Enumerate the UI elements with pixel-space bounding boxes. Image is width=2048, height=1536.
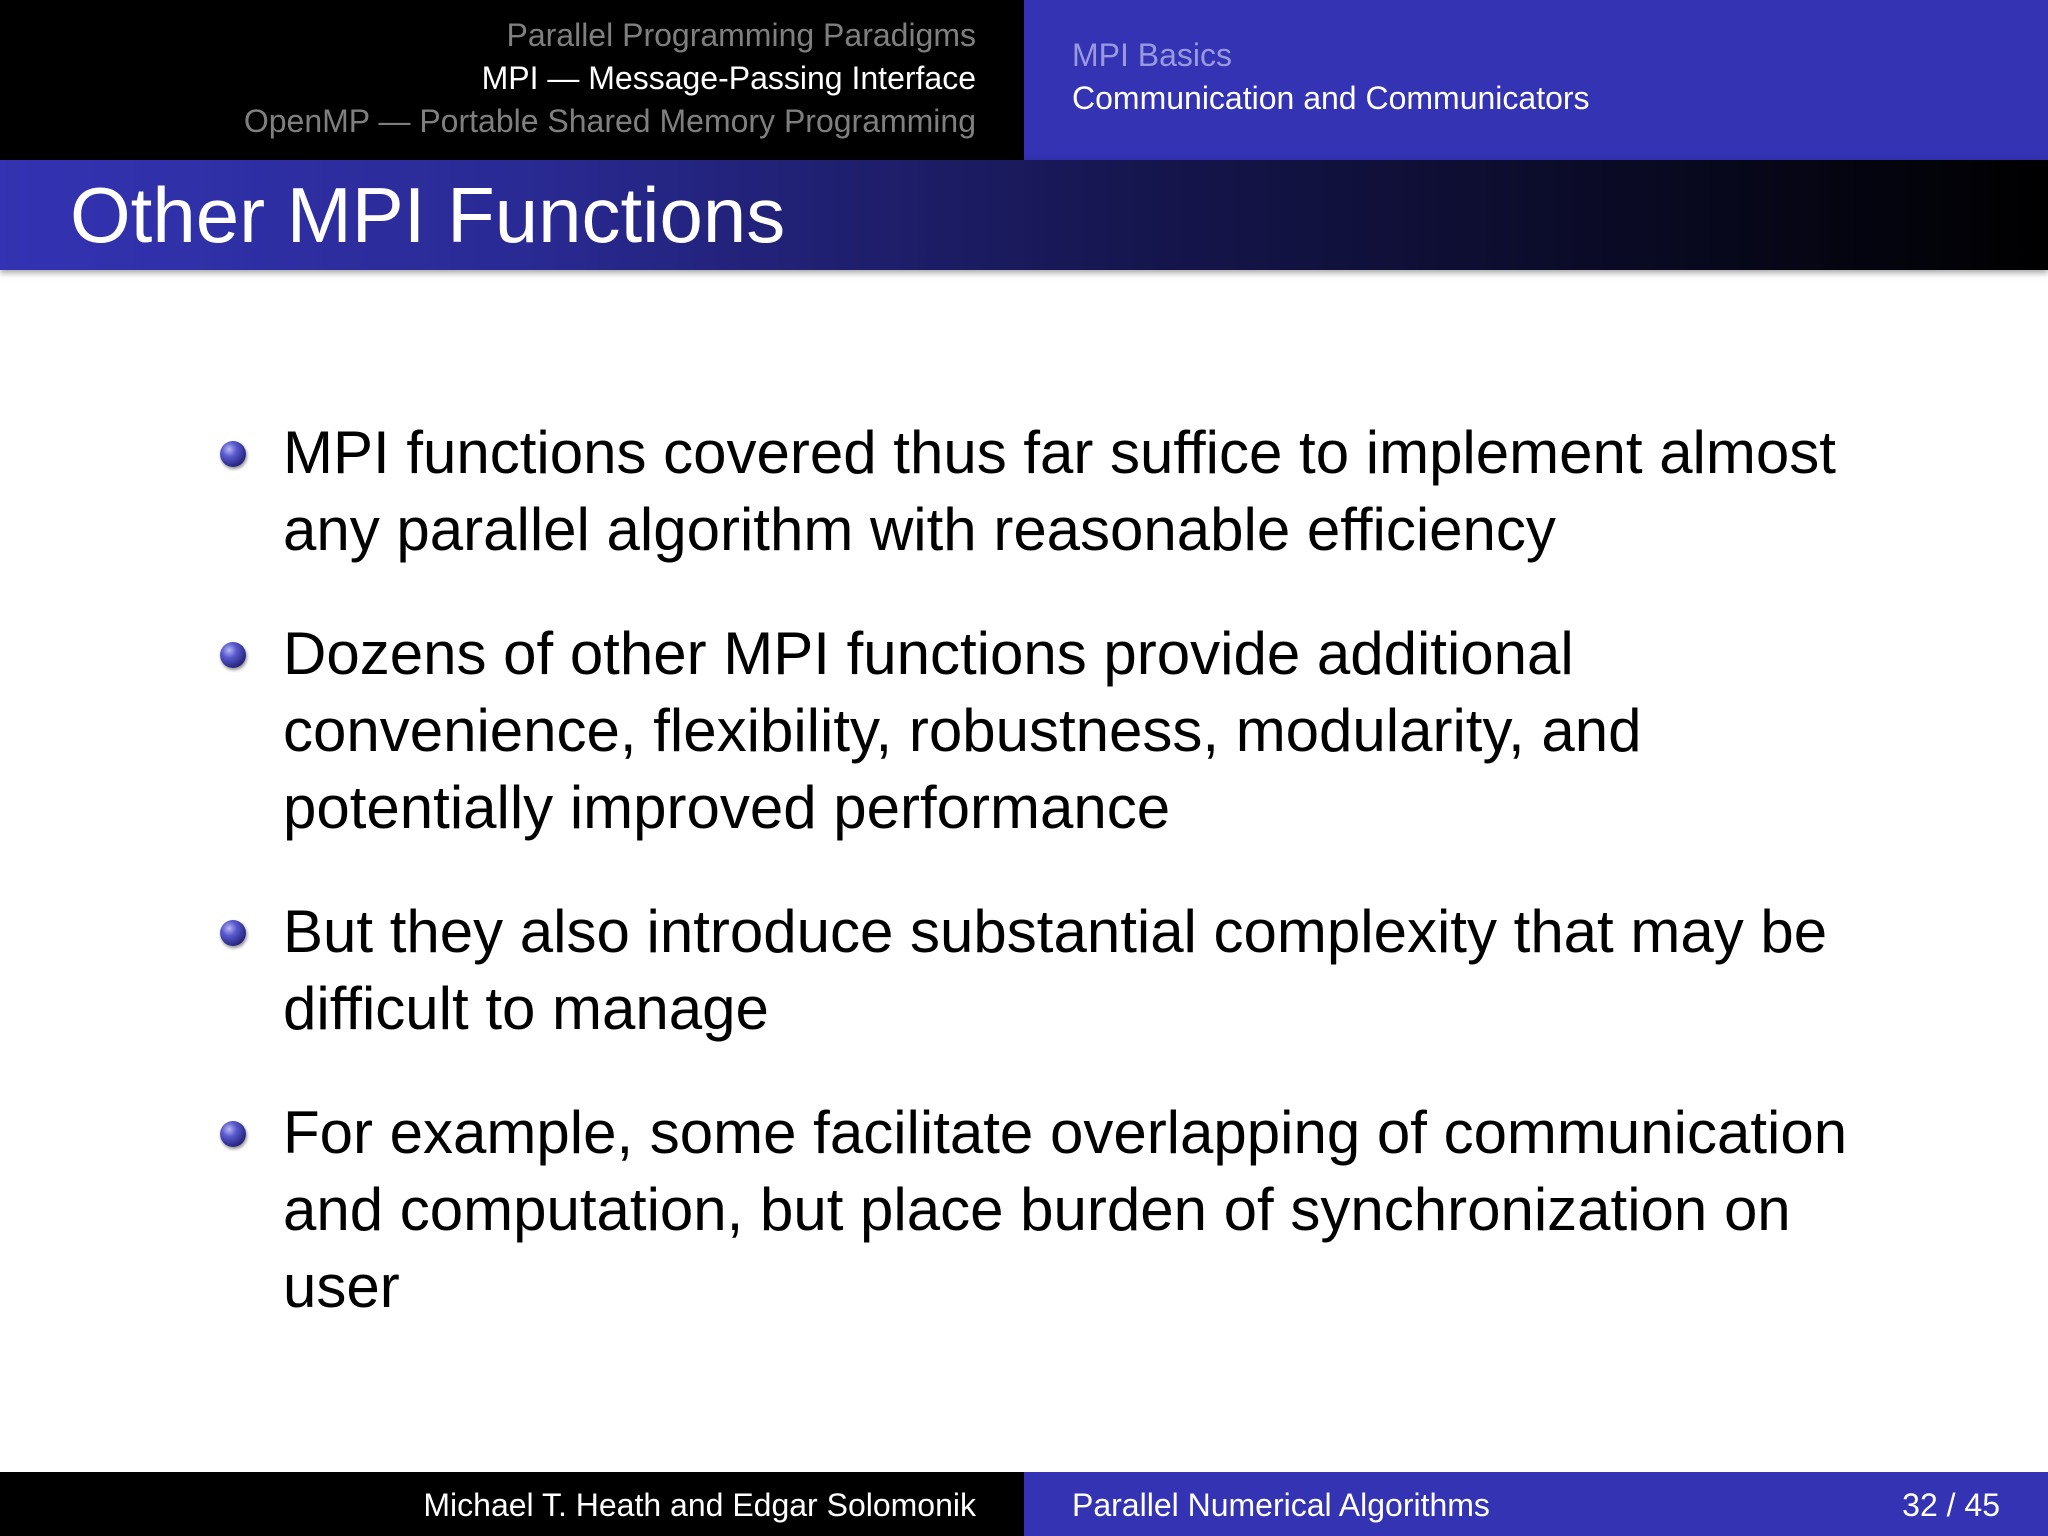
header-subsection-nav — [1024, 0, 2048, 160]
bullet-text-line: any parallel algorithm with reasonable efficiency — [283, 496, 1556, 563]
bullet-text-line: But they also introduce substantial complexity that may be — [283, 898, 1828, 965]
footer-page-number: 32 / 45 — [1902, 1487, 2000, 1523]
subsection-list — [1072, 34, 1590, 120]
bullet-list — [216, 414, 1896, 1325]
footer-author-bar — [0, 1472, 1024, 1536]
bullet-item-4 — [216, 1094, 1896, 1325]
bullet-text-line: convenience, flexibility, robustness, modularity, and — [283, 697, 1642, 764]
nav-section-parallel-programming-paradigms[interactable]: Parallel Programming Paradigms — [506, 17, 976, 53]
bullet-text-line: Dozens of other MPI functions provide additional — [283, 620, 1574, 687]
bullet-text-line: difficult to manage — [283, 975, 769, 1042]
bullet-ball-icon — [220, 642, 246, 668]
bullet-text-line: and computation, but place burden of synchronization on — [283, 1176, 1791, 1243]
header-section-nav — [0, 0, 1024, 160]
section-list — [244, 14, 976, 143]
bullet-ball-icon — [220, 920, 246, 946]
bullet-text-line: MPI functions covered thus far suffice to implement almost — [283, 419, 1836, 486]
nav-section-openmp[interactable]: OpenMP — Portable Shared Memory Programming — [243, 103, 976, 139]
footer-authors: Michael T. Heath and Edgar Solomonik — [423, 1487, 976, 1523]
nav-subsection-mpi-basics[interactable]: MPI Basics — [1072, 37, 1233, 73]
footer-presentation-title: Parallel Numerical Algorithms — [1072, 1487, 1490, 1523]
nav-subsection-communication[interactable]: Communication and Communicators — [1072, 80, 1590, 116]
bullet-ball-icon — [220, 1121, 246, 1147]
bullet-item-3 — [216, 893, 1896, 1047]
footer-title-bar — [1024, 1472, 2048, 1536]
frame-title-bar — [0, 160, 2048, 270]
bullet-item-1 — [216, 414, 1896, 568]
bullet-text-line: For example, some facilitate overlapping of communication — [283, 1099, 1848, 1166]
bullet-text-line: user — [283, 1253, 400, 1320]
bullet-ball-icon — [220, 441, 246, 467]
frame-title: Other MPI Functions — [70, 171, 786, 259]
bullet-item-2 — [216, 615, 1896, 846]
slide-content — [216, 414, 1896, 1372]
bullet-text-line: potentially improved performance — [283, 774, 1171, 841]
nav-section-mpi[interactable]: MPI — Message-Passing Interface — [481, 60, 976, 96]
